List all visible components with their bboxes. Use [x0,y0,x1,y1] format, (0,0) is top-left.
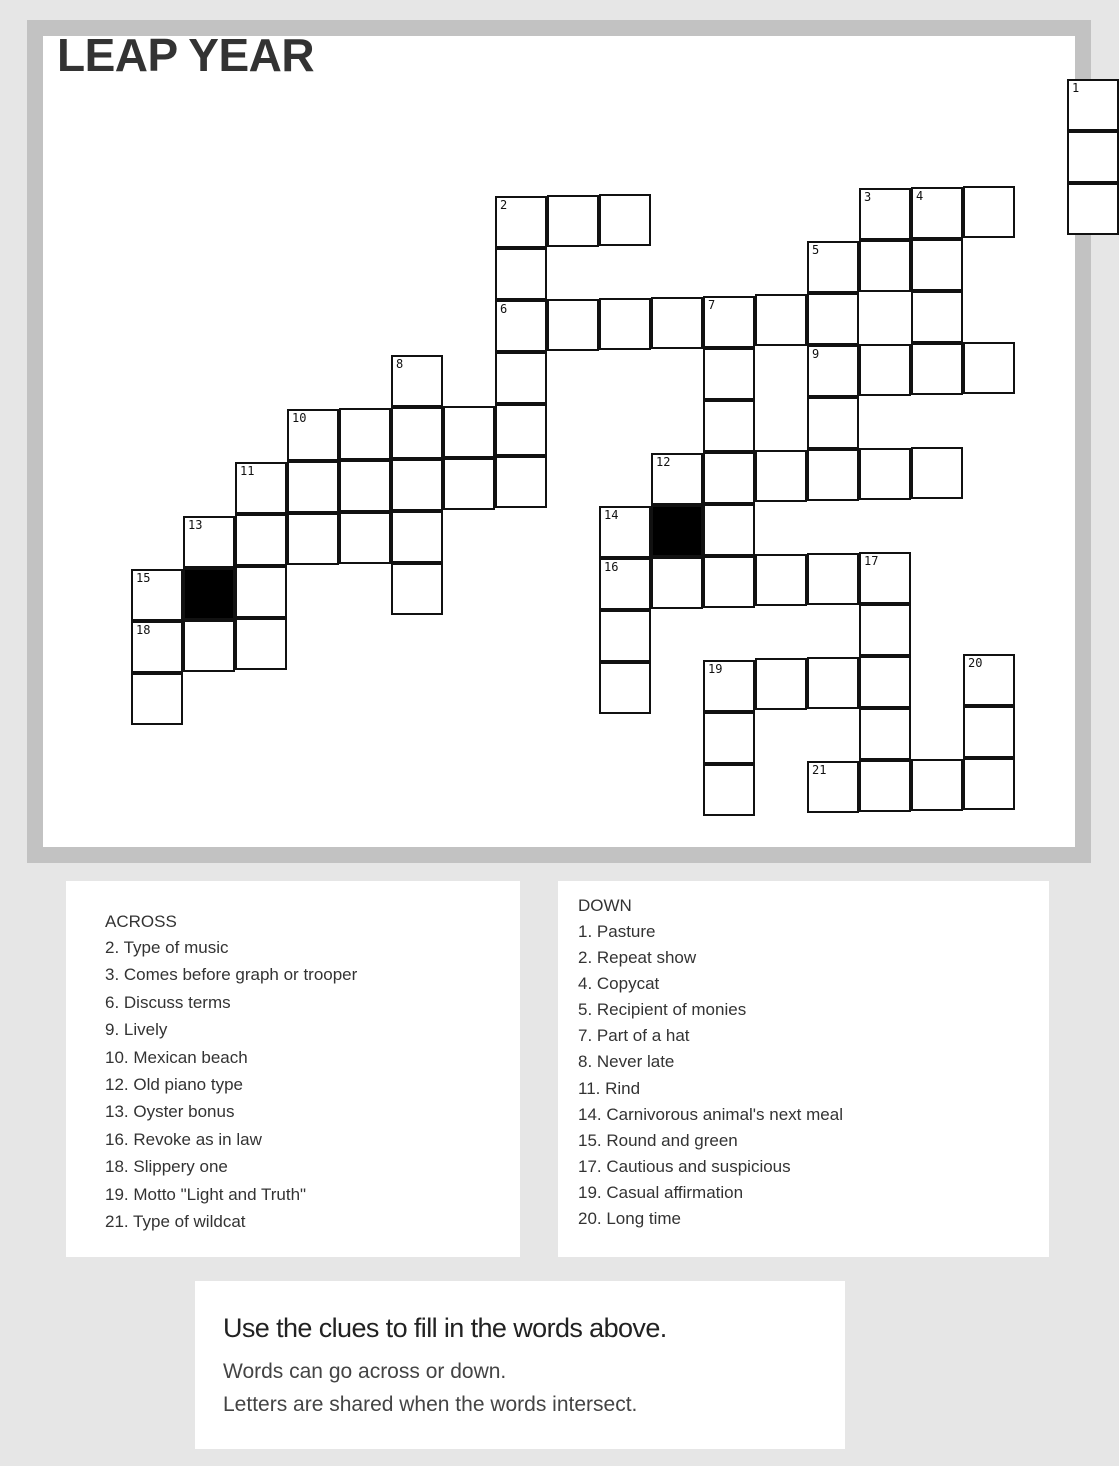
blocked-cell [651,505,703,557]
grid-cell[interactable] [807,345,859,397]
grid-cell[interactable] [807,553,859,605]
blocked-cell [183,568,235,620]
grid-cell[interactable] [391,355,443,407]
instructions-line: Letters are shared when the words intersect. [223,1393,638,1416]
grid-cell[interactable] [339,512,391,564]
grid-cell[interactable] [287,409,339,461]
grid-cell[interactable] [651,557,703,609]
grid-cell[interactable] [1067,183,1119,235]
grid-cell[interactable] [859,344,911,396]
grid-cell[interactable] [755,554,807,606]
grid-cell[interactable] [807,657,859,709]
grid-cell[interactable] [599,298,651,350]
grid-cell[interactable] [287,513,339,565]
grid-cell[interactable] [807,397,859,449]
grid-cell[interactable] [495,456,547,508]
grid-cell[interactable] [755,658,807,710]
grid-cell[interactable] [495,248,547,300]
down-clue: 4. Copycat [578,974,660,994]
grid-cell[interactable] [391,407,443,459]
down-clue: 1. Pasture [578,922,656,941]
grid-cell[interactable] [911,343,963,395]
grid-cell[interactable] [703,348,755,400]
grid-cell[interactable] [859,240,911,292]
grid-cell[interactable] [235,618,287,670]
clue-number: 19 [708,661,723,676]
across-clues-panel [66,881,520,1257]
across-clue: 3. Comes before graph or trooper [105,965,358,985]
grid-cell[interactable] [495,300,547,352]
grid-cell[interactable] [859,552,911,604]
grid-cell[interactable] [703,556,755,608]
clue-number: 13 [188,517,203,532]
grid-cell[interactable] [183,620,235,672]
puzzle-title: LEAP YEAR [57,29,315,81]
grid-cell[interactable] [599,194,651,246]
across-clue: 21. Type of wildcat [105,1211,246,1231]
grid-cell[interactable] [807,293,859,345]
down-clue: 7. Part of a hat [578,1026,690,1046]
clue-number: 14 [604,508,619,522]
down-clue: 17. Cautious and suspicious [578,1156,791,1176]
down-clue: 19. Casual affirmation [578,1182,744,1202]
grid-cell[interactable] [703,660,755,712]
grid-cell[interactable] [131,621,183,673]
grid-cell[interactable] [235,462,287,514]
down-clue: 2. Repeat show [578,948,697,968]
grid-cell[interactable] [859,708,911,760]
grid-cell[interactable] [235,514,287,566]
across-heading: ACROSS [105,912,177,931]
grid-cell[interactable] [807,761,859,813]
clue-number: 6 [500,302,508,317]
puzzle-frame [27,20,1091,863]
grid-cell[interactable] [547,299,599,351]
grid-cell[interactable] [703,400,755,452]
clue-number: 9 [812,347,820,362]
across-clue: 10. Mexican beach [105,1047,248,1067]
across-clue-list [105,938,520,1239]
grid-cell[interactable] [703,296,755,348]
grid-cell[interactable] [859,188,911,240]
across-clue: 6. Discuss terms [105,992,231,1012]
grid-cell[interactable] [651,297,703,349]
grid-cell[interactable] [183,516,235,568]
grid-cell[interactable] [391,511,443,563]
grid-cell[interactable] [963,706,1015,758]
grid-cell[interactable] [911,291,963,343]
grid-cell[interactable] [599,662,651,714]
grid-cell[interactable] [391,459,443,511]
grid-cell[interactable] [131,569,183,621]
grid-cell[interactable] [963,342,1015,394]
grid-cell[interactable] [131,673,183,725]
grid-cell[interactable] [651,453,703,505]
clue-number: 16 [604,560,619,574]
across-clue: 16. Revoke as in law [105,1129,262,1149]
clue-number: 4 [916,188,924,203]
grid-cell[interactable] [1067,79,1119,131]
grid-cell[interactable] [547,195,599,247]
grid-cell[interactable] [495,404,547,456]
across-clue: 9. Lively [105,1020,168,1040]
grid-cell[interactable] [703,764,755,816]
across-clue: 12. Old piano type [105,1074,243,1094]
clue-number: 21 [812,763,827,778]
across-clue: 2. Type of music [105,938,229,957]
clue-number: 8 [396,356,404,371]
clue-number: 7 [708,297,716,312]
grid-cell[interactable] [339,460,391,512]
grid-cell[interactable] [443,458,495,510]
clue-number: 1 [1072,81,1080,96]
grid-cell[interactable] [911,187,963,239]
down-clue: 14. Carnivorous animal's next meal [578,1104,843,1124]
grid-cell[interactable] [599,610,651,662]
clue-number: 2 [500,198,508,213]
grid-cell[interactable] [859,604,911,656]
grid-cell[interactable] [599,506,651,558]
grid-cell[interactable] [495,352,547,404]
grid-cell[interactable] [599,558,651,610]
grid-cell[interactable] [443,406,495,458]
grid-cell[interactable] [703,712,755,764]
grid-cell[interactable] [755,294,807,346]
across-clue: 19. Motto "Light and Truth" [105,1184,307,1204]
clue-number: 20 [968,655,983,670]
grid-cell[interactable] [391,563,443,615]
clue-number: 12 [656,454,671,469]
down-clue: 5. Recipient of monies [578,1000,747,1020]
grid-cell[interactable] [807,449,859,501]
grid-cell[interactable] [859,448,911,500]
instructions-heading: Use the clues to fill in the words above. [223,1313,667,1343]
down-clue-list [578,922,1049,1235]
grid-cell[interactable] [495,196,547,248]
down-clue: 8. Never late [578,1052,675,1072]
grid-cell[interactable] [911,759,963,811]
grid-cell[interactable] [703,504,755,556]
grid-cell[interactable] [703,452,755,504]
clue-number: 5 [812,243,820,258]
clue-number: 3 [864,190,872,204]
grid-cell[interactable] [287,461,339,513]
clue-number: 17 [864,554,879,568]
clue-number: 18 [136,622,151,637]
down-clue: 15. Round and green [578,1130,738,1150]
across-clue: 13. Oyster bonus [105,1102,235,1122]
clue-number: 11 [240,464,255,479]
clue-number: 10 [292,411,307,426]
grid-cell[interactable] [911,239,963,291]
grid-cell[interactable] [1067,131,1119,183]
grid-cell[interactable] [963,654,1015,706]
down-clues-panel [558,881,1049,1257]
grid-cell[interactable] [911,447,963,499]
down-clue: 11. Rind [578,1078,641,1098]
crossword-board [43,29,1080,847]
across-clue: 18. Slippery one [105,1157,228,1177]
instructions-panel [195,1281,845,1449]
down-heading: DOWN [578,896,632,915]
grid-cell[interactable] [755,450,807,502]
grid-cell[interactable] [339,408,391,460]
down-clue: 20. Long time [578,1209,682,1229]
clue-number: 15 [136,570,151,585]
grid-cell[interactable] [859,656,911,708]
grid-cell[interactable] [963,758,1015,810]
grid-cell[interactable] [235,566,287,618]
grid-cell[interactable] [807,241,859,293]
grid-cell[interactable] [963,186,1015,238]
instructions-line: Words can go across or down. [223,1360,507,1383]
grid-cell[interactable] [859,760,911,812]
